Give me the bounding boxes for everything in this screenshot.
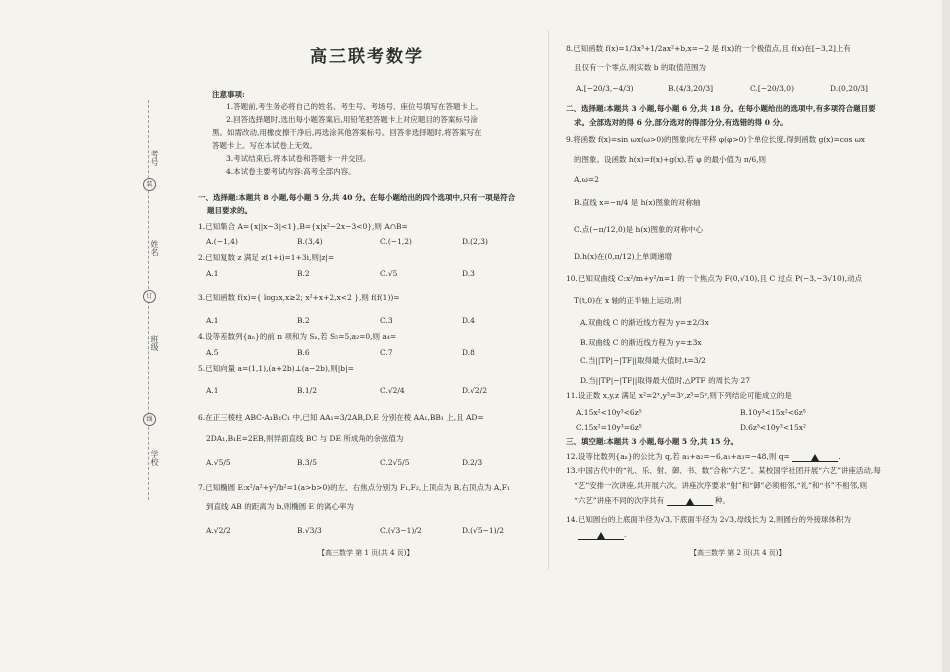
- q4-option-a[interactable]: A.5: [206, 348, 219, 357]
- q2-option-b[interactable]: B.2: [297, 269, 310, 278]
- q7-option-a[interactable]: A.√2/2: [206, 526, 231, 535]
- q8-option-d[interactable]: D.(0,20/3]: [830, 84, 868, 93]
- question-14: 14.已知圆台的上底面半径为√3,下底面半径为 2√3,母线长为 2,则圆台的外接球体积为: [566, 515, 851, 524]
- question-6-cont: 2DA₁,B₁E=2EB,则异面直线 BC 与 DE 所成角的余弦值为: [206, 434, 404, 443]
- q3-option-d[interactable]: D.4: [462, 316, 475, 325]
- q5-option-b[interactable]: B.1/2: [297, 386, 317, 395]
- question-3: 3.已知函数 f(x)={ log₂x,x≥2; x²+x+2,x<2 },则 f(f(1))=: [198, 293, 400, 302]
- q8-option-a[interactable]: A.[−20/3,−4/3): [576, 84, 634, 93]
- binding-margin: [140, 100, 170, 500]
- question-13-tail: [574, 496, 730, 506]
- q2-option-c[interactable]: C.√5: [380, 269, 398, 278]
- q4-option-d[interactable]: D.8: [462, 348, 475, 357]
- q7-option-b[interactable]: B.√3/3: [297, 526, 322, 535]
- section2-heading: 二、选择题:本题共 3 小题,每小题 6 分,共 18 分。在每小题给出的选项中,有多项符合题目要: [566, 104, 876, 113]
- q7-option-c[interactable]: C.(√3−1)/2: [380, 526, 422, 535]
- triangle-icon: [597, 532, 605, 539]
- q4-option-c[interactable]: C.7: [380, 348, 393, 357]
- notice-item: 答题卡上。写在本试卷上无效。: [212, 141, 317, 150]
- section2-heading-cont: 求。全部选对的得 6 分,部分选对的得部分分,有选错的得 0 分。: [574, 118, 788, 127]
- q9-option-b[interactable]: B.直线 x=−π/4 是 h(x)图象的对称轴: [574, 198, 701, 207]
- question-2: 2.已知复数 z 满足 z(1+i)=1+3i,则|z|=: [198, 253, 335, 262]
- q3-option-b[interactable]: B.2: [297, 316, 310, 325]
- q8-option-b[interactable]: B.(4/3,20/3]: [668, 84, 714, 93]
- notice-heading: 注意事项:: [212, 90, 245, 99]
- q11-option-a[interactable]: A.15x²<10y³<6z⁵: [576, 408, 642, 417]
- scan-edge: [942, 0, 950, 672]
- question-5: 5.已知向量 a=(1,1),(a+2b)⊥(a−2b),则|b|=: [198, 364, 354, 373]
- mark-ding: 订: [143, 290, 156, 303]
- answer-blank-13[interactable]: [667, 496, 713, 506]
- q1-option-b[interactable]: B.(3,4): [297, 237, 323, 246]
- q2-option-d[interactable]: D.3: [462, 269, 475, 278]
- question-8: 8.已知函数 f(x)=1/3x³+1/2ax²+b,x=−2 是 f(x)的一个极值点,且 f(x)在[−3,2]上有: [566, 44, 851, 53]
- q11-option-c[interactable]: C.15x²=10y³=6z⁵: [576, 423, 642, 432]
- q1-option-a[interactable]: A.(−1,4): [206, 237, 238, 246]
- question-13-cont: “艺”安排一次讲座,共开展六次。讲座次序要求“射”和“御”必须相邻,“礼”和“书”不相邻,则: [574, 481, 867, 490]
- q5-option-c[interactable]: C.√2/4: [380, 386, 405, 395]
- q7-option-d[interactable]: D.(√5−1)/2: [462, 526, 504, 535]
- question-7: 7.已知椭圆 E:x²/a²+y²/b²=1(a>b>0)的左、右焦点分别为 F₁,F₂,上顶点为 B,右顶点为 A,F₁: [198, 483, 510, 492]
- q5-option-a[interactable]: A.1: [206, 386, 219, 395]
- q6-option-b[interactable]: B.3/5: [297, 458, 317, 467]
- question-12-text: 12.设等比数列{aₙ}的公比为 q,若 a₁+a₂=−6,a₁+a₃=−48,则 q=: [566, 452, 790, 461]
- q11-option-d[interactable]: D.6z⁵<10y³<15x²: [740, 423, 806, 432]
- answer-blank-12[interactable]: [792, 452, 838, 462]
- answer-blank-14[interactable]: .: [578, 530, 626, 540]
- mark-zhuang: 装: [143, 178, 156, 191]
- q6-option-d[interactable]: D.2/3: [462, 458, 483, 467]
- q8-option-c[interactable]: C.[−20/3,0): [750, 84, 794, 93]
- q11-option-b[interactable]: B.10y³<15x²<6z⁵: [740, 408, 806, 417]
- question-9-cont: 的图象。设函数 h(x)=f(x)+g(x),若 φ 的最小值为 π/6,则: [574, 155, 767, 164]
- q4-option-b[interactable]: B.6: [297, 348, 310, 357]
- question-11: 11.设正数 x,y,z 满足 x²=2ˣ,y³=3ʸ,z⁵=5ᶻ,则下列结论可能成立的是: [566, 391, 792, 400]
- question-4: 4.设等差数列{aₙ}的前 n 项和为 Sₙ,若 S₅=5,a₂=0,则 a₄=: [198, 332, 397, 341]
- question-13-tail-text: “六艺”讲座不同的次序共有: [574, 496, 665, 505]
- section1-heading-cont: 题目要求的。: [207, 206, 252, 215]
- footer-page-1: 【高三数学 第 1 页(共 4 页)】: [318, 549, 414, 557]
- footer-page-2: 【高三数学 第 2 页(共 4 页)】: [690, 549, 786, 557]
- question-13-unit: 种。: [714, 496, 730, 505]
- label-exam-no: 考号: [150, 150, 159, 166]
- q3-option-a[interactable]: A.1: [206, 316, 219, 325]
- question-13: 13.中国古代中的“礼、乐、射、御、书、数”合称“六艺”。某校国学社团开展“六艺”讲座活动,每: [566, 466, 881, 475]
- q10-option-a[interactable]: A.双曲线 C 的渐近线方程为 y=±2/3x: [580, 318, 709, 327]
- notice-item: 黑。如需改动,用橡皮擦干净后,再选涂其他答案标号。回答非选择题时,将答案写在: [212, 128, 482, 137]
- notice-item: 1.答题前,考生务必将自己的姓名、考生号、考场号、座位号填写在答题卡上。: [226, 102, 484, 111]
- label-name: 姓名: [150, 240, 159, 256]
- notice-item: 3.考试结束后,将本试卷和答题卡一并交回。: [226, 154, 371, 163]
- question-9: 9.将函数 f(x)=sin ωx(ω>0)的图象向左平移 φ(φ>0)个单位长度,得到函数 g(x)=cos ωx: [566, 135, 866, 144]
- q3-option-c[interactable]: C.3: [380, 316, 393, 325]
- q9-option-c[interactable]: C.点(−π/12,0)是 h(x)图象的对称中心: [574, 225, 703, 234]
- question-1: 1.已知集合 A={x||x−3|<1},B={x|x²−2x−3<0},则 A∩B=: [198, 222, 408, 231]
- q9-option-a[interactable]: A.ω=2: [574, 175, 599, 184]
- question-7-cont: 到直线 AB 的距离为 b,则椭圆 E 的离心率为: [206, 502, 355, 511]
- q10-option-d[interactable]: D.当||TP|−|TF||取得最大值时,△PTF 的周长为 27: [580, 376, 751, 385]
- q6-option-a[interactable]: A.√5/5: [206, 458, 231, 467]
- page-fold: [548, 30, 549, 570]
- section3-heading: 三、填空题:本题共 3 小题,每小题 5 分,共 15 分。: [566, 437, 739, 446]
- q10-option-c[interactable]: C.当||TP|−|TF||取得最大值时,t=3/2: [580, 356, 706, 365]
- notice-item: 4.本试卷主要考试内容:高考全部内容。: [226, 167, 356, 176]
- question-8-cont: 且仅有一个零点,则实数 b 的取值范围为: [574, 63, 706, 72]
- q10-option-b[interactable]: B.双曲线 C 的渐近线方程为 y=±3x: [580, 338, 702, 347]
- mark-xian: 线: [143, 413, 156, 426]
- q6-option-c[interactable]: C.2√5/5: [380, 458, 410, 467]
- question-10-cont: T(t,0)在 x 轴的正半轴上运动,则: [574, 296, 682, 305]
- question-6: 6.在正三棱柱 ABC-A₁B₁C₁ 中,已知 AA₁=3/2AB,D,E 分别在棱 AA₁,BB₁ 上,且 AD=: [198, 413, 484, 422]
- notice-item: 2.回答选择题时,选出每小题答案后,用铅笔把答题卡上对应题目的答案标号涂: [226, 115, 478, 124]
- q5-option-d[interactable]: D.√2/2: [462, 386, 487, 395]
- label-school: 学校: [150, 450, 159, 466]
- q1-option-d[interactable]: D.(2,3): [462, 237, 488, 246]
- label-class: 班级: [150, 335, 159, 351]
- question-12: 12.设等比数列{aₙ}的公比为 q,若 a₁+a₂=−6,a₁+a₃=−48,则 q= .: [566, 452, 841, 461]
- q1-option-c[interactable]: C.(−1,2): [380, 237, 412, 246]
- triangle-icon: [811, 454, 819, 461]
- question-10: 10.已知双曲线 C:x²/m+y²/n=1 的一个焦点为 F(0,√10),且 C 过点 P(−3,−3√10),动点: [566, 274, 863, 283]
- q9-option-d[interactable]: D.h(x)在(0,π/12)上单调递增: [574, 252, 673, 261]
- q2-option-a[interactable]: A.1: [206, 269, 219, 278]
- section1-heading: 一、选择题:本题共 8 小题,每小题 5 分,共 40 分。在每小题给出的四个选项中,只有一项是符合: [198, 193, 516, 202]
- triangle-icon: [686, 498, 694, 505]
- exam-title: 高三联考数学: [310, 47, 424, 67]
